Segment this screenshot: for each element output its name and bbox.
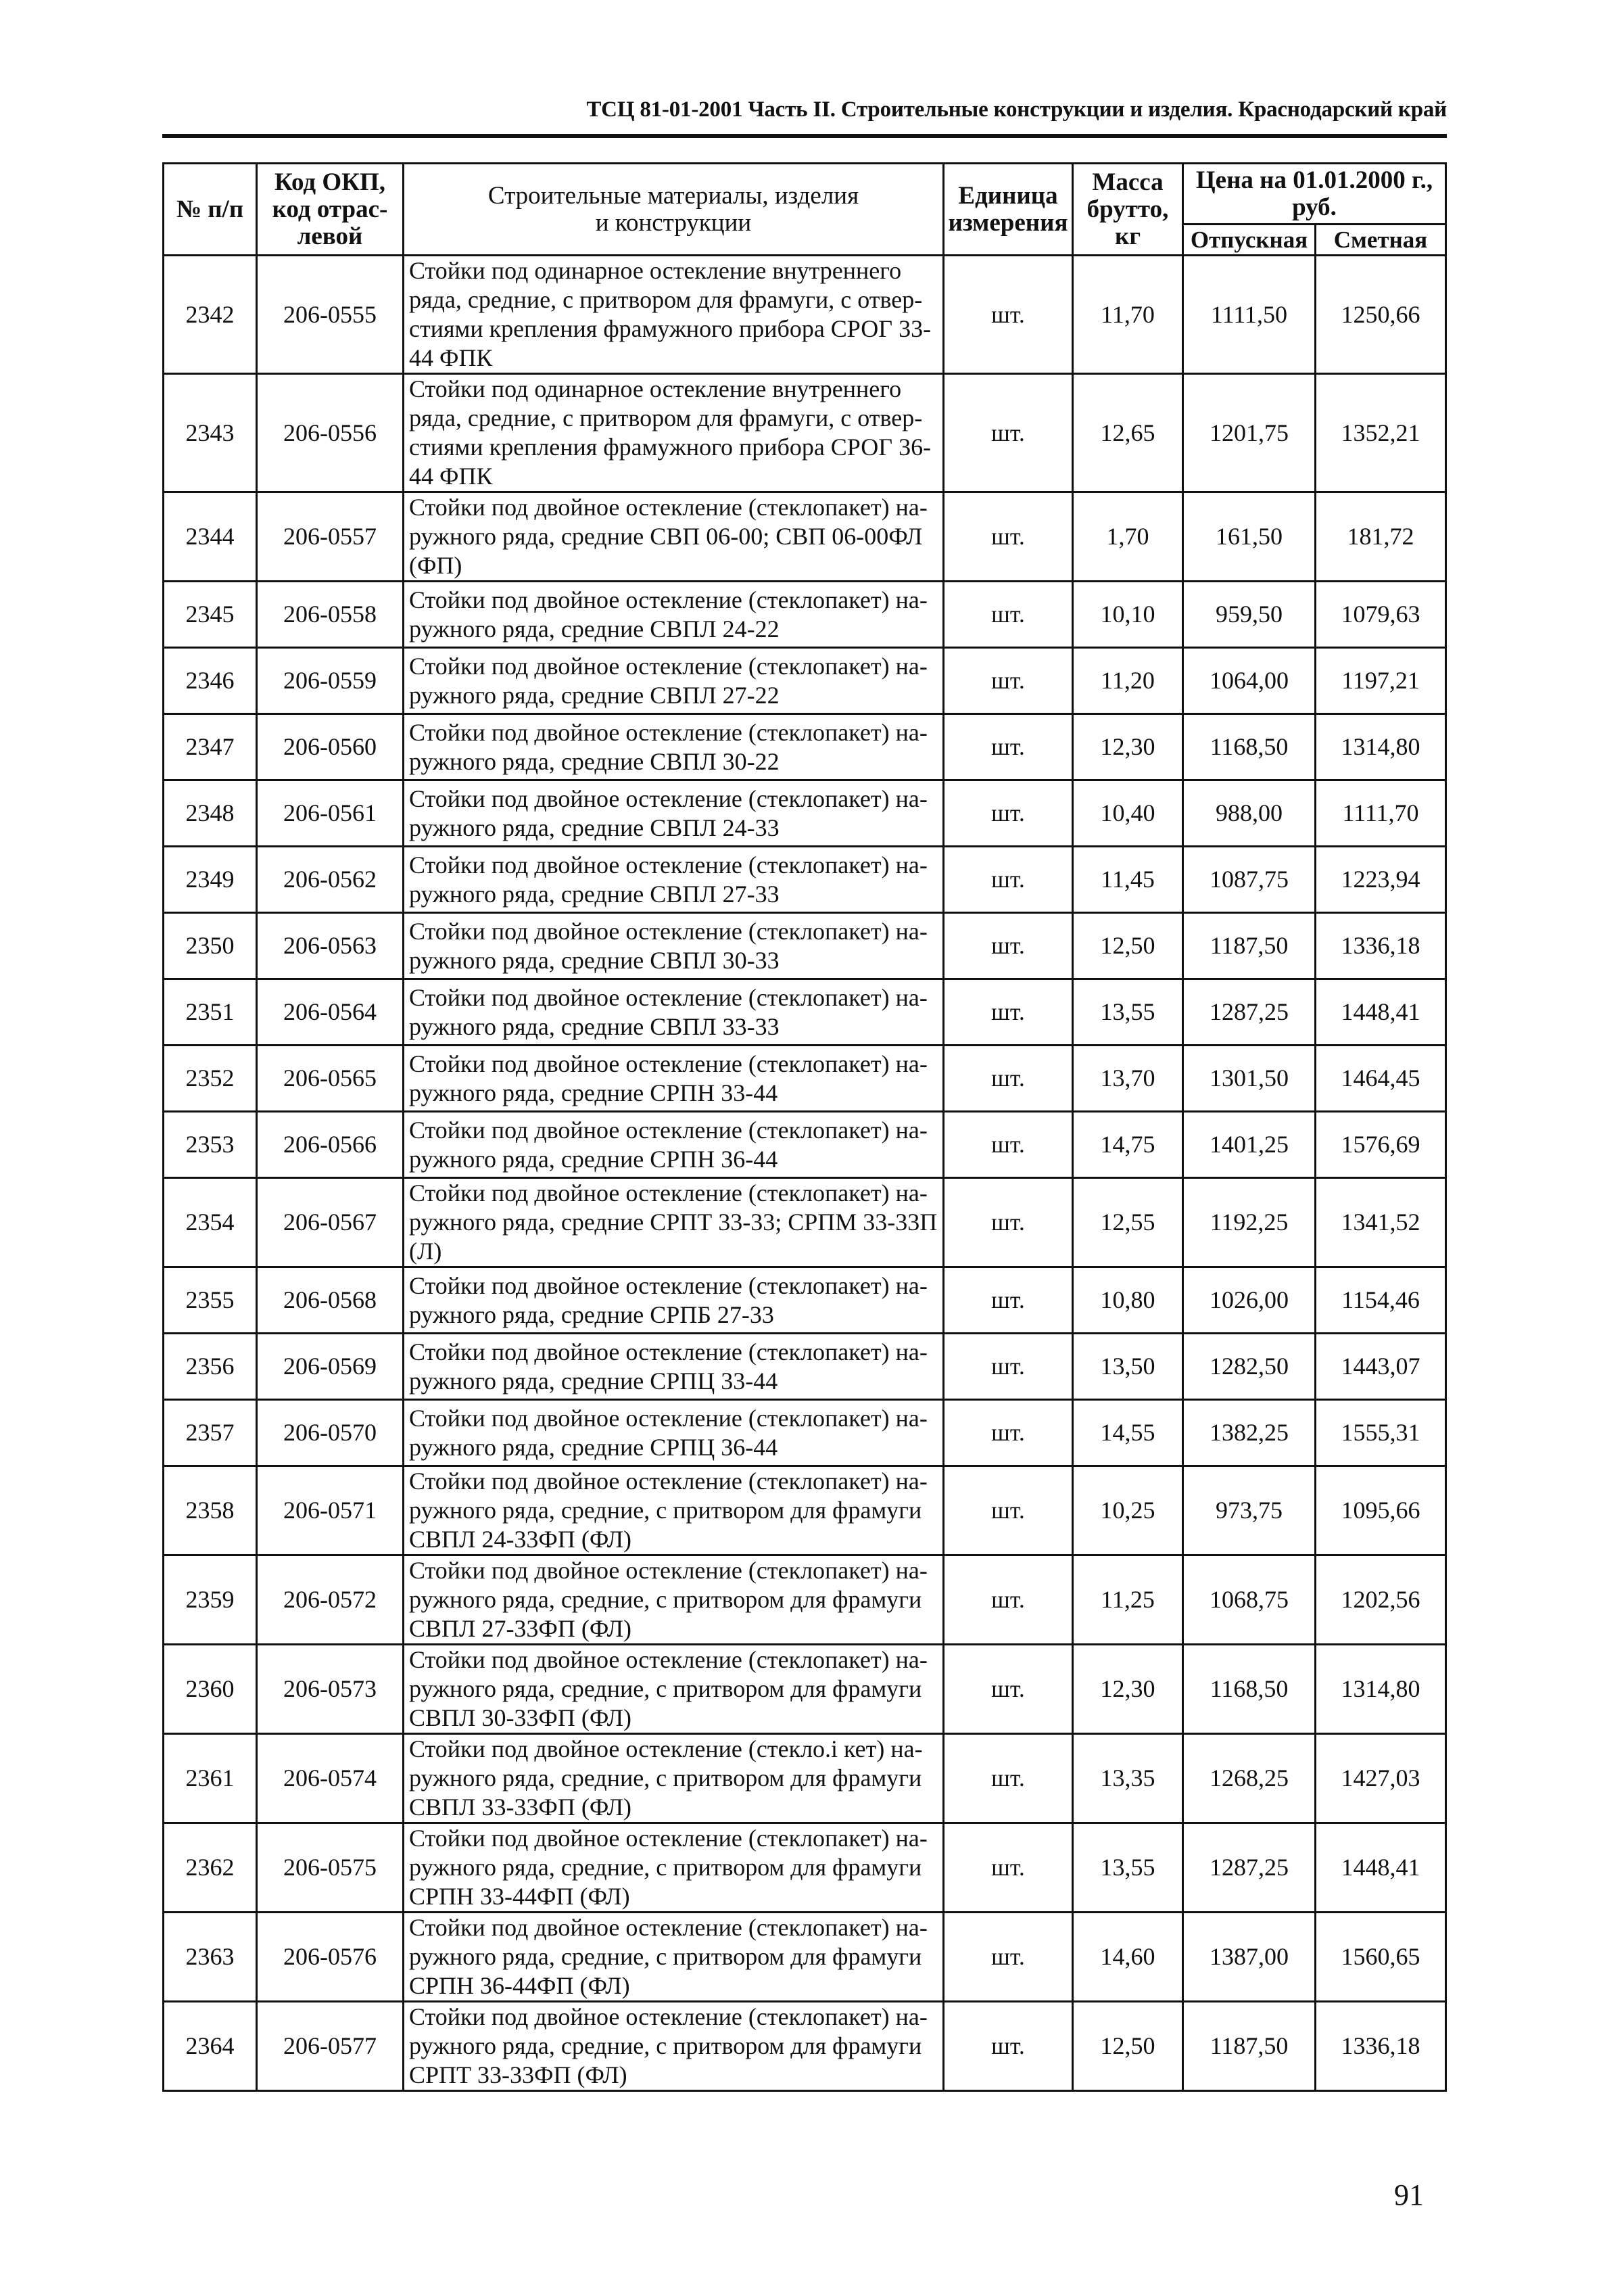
row-description: Стойки под двойное остекление (стеклопакет) на- ружного ряда, средние СРПТ 33-33; СРПМ 33-33П (Л): [404, 1178, 944, 1267]
row-unit: шт.: [944, 979, 1073, 1046]
running-header: [162, 95, 1447, 138]
table-row: [164, 582, 1446, 648]
row-code: 206-0565: [257, 1046, 404, 1112]
row-release-price: 1282,50: [1183, 1334, 1316, 1400]
row-release-price: 1301,50: [1183, 1046, 1316, 1112]
table-row: [164, 913, 1446, 979]
row-release-price: 1387,00: [1183, 1913, 1316, 2002]
row-mass: 12,50: [1073, 2002, 1183, 2091]
row-estimate-price: 1223,94: [1316, 847, 1446, 913]
row-mass: 12,30: [1073, 714, 1183, 780]
row-code: 206-0572: [257, 1555, 404, 1645]
row-release-price: 1187,50: [1183, 913, 1316, 979]
row-mass: 13,70: [1073, 1046, 1183, 1112]
row-code: 206-0574: [257, 1734, 404, 1823]
row-release-price: 1287,25: [1183, 979, 1316, 1046]
row-description: Стойки под одинарное остекление внутреннего ряда, средние, с притвором для фрамуги, с отвер- стиями крепления фрамужного прибора СРОГ 36- 44 ФПК: [404, 374, 944, 492]
row-mass: 13,55: [1073, 1823, 1183, 1913]
table-row: [164, 1178, 1446, 1267]
table-row: [164, 780, 1446, 847]
row-number: 2362: [164, 1823, 257, 1913]
row-description: Стойки под двойное остекление (стеклопакет) на- ружного ряда, средние СРПБ 27-33: [404, 1267, 944, 1334]
row-description: Стойки под двойное остекление (стеклопакет) на- ружного ряда, средние, с притвором для фрамуги СРПН 36-44ФП (ФЛ): [404, 1913, 944, 2002]
row-estimate-price: 1448,41: [1316, 979, 1446, 1046]
table-row: [164, 1555, 1446, 1645]
row-code: 206-0577: [257, 2002, 404, 2091]
row-code: 206-0570: [257, 1400, 404, 1466]
row-release-price: 973,75: [1183, 1466, 1316, 1555]
row-code: 206-0573: [257, 1645, 404, 1734]
row-number: 2349: [164, 847, 257, 913]
row-mass: 14,55: [1073, 1400, 1183, 1466]
row-description: Стойки под двойное остекление (стеклопакет) на- ружного ряда, средние, с притвором для фрамуги СВПЛ 24-33ФП (ФЛ): [404, 1466, 944, 1555]
table-row: [164, 648, 1446, 714]
row-estimate-price: 1560,65: [1316, 1913, 1446, 2002]
row-unit: шт.: [944, 780, 1073, 847]
row-description: Стойки под двойное остекление (стеклопакет) на- ружного ряда, средние СРПН 33-44: [404, 1046, 944, 1112]
row-description: Стойки под двойное остекление (стеклопакет) на- ружного ряда, средние СВПЛ 30-33: [404, 913, 944, 979]
row-description: Стойки под двойное остекление (стеклопакет) на- ружного ряда, средние СРПН 36-44: [404, 1112, 944, 1178]
row-estimate-price: 1427,03: [1316, 1734, 1446, 1823]
row-release-price: 1168,50: [1183, 714, 1316, 780]
row-unit: шт.: [944, 714, 1073, 780]
row-code: 206-0571: [257, 1466, 404, 1555]
row-description: Стойки под двойное остекление (стеклопакет) на- ружного ряда, средние, с притвором для фрамуги СВПЛ 27-33ФП (ФЛ): [404, 1555, 944, 1645]
header-mass: Масса брутто, кг: [1073, 164, 1183, 256]
row-release-price: 959,50: [1183, 582, 1316, 648]
row-number: 2343: [164, 374, 257, 492]
header-name: Строительные материалы, изделия и конструкции: [404, 164, 944, 256]
row-code: 206-0562: [257, 847, 404, 913]
row-code: 206-0568: [257, 1267, 404, 1334]
row-mass: 11,25: [1073, 1555, 1183, 1645]
row-mass: 13,55: [1073, 979, 1183, 1046]
table-row: [164, 374, 1446, 492]
row-release-price: 1026,00: [1183, 1267, 1316, 1334]
row-number: 2348: [164, 780, 257, 847]
row-number: 2346: [164, 648, 257, 714]
row-mass: 12,55: [1073, 1178, 1183, 1267]
row-number: 2344: [164, 492, 257, 582]
row-code: 206-0555: [257, 256, 404, 374]
header-code: Код ОКП, код отрас- левой: [257, 164, 404, 256]
table-row: [164, 492, 1446, 582]
row-code: 206-0566: [257, 1112, 404, 1178]
row-unit: шт.: [944, 1823, 1073, 1913]
row-release-price: 1382,25: [1183, 1400, 1316, 1466]
row-number: 2361: [164, 1734, 257, 1823]
row-mass: 11,70: [1073, 256, 1183, 374]
row-description: Стойки под двойное остекление (стеклопакет) на- ружного ряда, средние СВПЛ 24-33: [404, 780, 944, 847]
row-estimate-price: 1111,70: [1316, 780, 1446, 847]
row-description: Стойки под двойное остекление (стеклопакет) на- ружного ряда, средние, с притвором для фрамуги СВПЛ 30-33ФП (ФЛ): [404, 1645, 944, 1734]
row-unit: шт.: [944, 1400, 1073, 1466]
row-estimate-price: 1443,07: [1316, 1334, 1446, 1400]
row-description: Стойки под двойное остекление (стеклопакет) на- ружного ряда, средние, с притвором для фрамуги СРПТ 33-33ФП (ФЛ): [404, 2002, 944, 2091]
row-code: 206-0576: [257, 1913, 404, 2002]
row-release-price: 988,00: [1183, 780, 1316, 847]
row-number: 2350: [164, 913, 257, 979]
row-mass: 12,65: [1073, 374, 1183, 492]
row-description: Стойки под двойное остекление (стеклопакет) на- ружного ряда, средние СВПЛ 24-22: [404, 582, 944, 648]
row-number: 2364: [164, 2002, 257, 2091]
row-description: Стойки под двойное остекление (стеклопакет) на- ружного ряда, средние СВПЛ 27-33: [404, 847, 944, 913]
page-number: 91: [1394, 2178, 1424, 2211]
row-unit: шт.: [944, 1112, 1073, 1178]
row-number: 2356: [164, 1334, 257, 1400]
row-mass: 11,45: [1073, 847, 1183, 913]
row-estimate-price: 181,72: [1316, 492, 1446, 582]
row-number: 2359: [164, 1555, 257, 1645]
row-estimate-price: 1555,31: [1316, 1400, 1446, 1466]
row-estimate-price: 1197,21: [1316, 648, 1446, 714]
row-release-price: 161,50: [1183, 492, 1316, 582]
table-row: [164, 1267, 1446, 1334]
row-unit: шт.: [944, 847, 1073, 913]
row-release-price: 1287,25: [1183, 1823, 1316, 1913]
row-description: Стойки под двойное остекление (стеклопакет) на- ружного ряда, средние, с притвором для фрамуги СРПН 33-44ФП (ФЛ): [404, 1823, 944, 1913]
row-unit: шт.: [944, 1178, 1073, 1267]
row-release-price: 1111,50: [1183, 256, 1316, 374]
row-estimate-price: 1314,80: [1316, 714, 1446, 780]
row-mass: 11,20: [1073, 648, 1183, 714]
row-unit: шт.: [944, 1046, 1073, 1112]
row-description: Стойки под двойное остекление (стеклопакет) на- ружного ряда, средние СВПЛ 27-22: [404, 648, 944, 714]
table-row: [164, 256, 1446, 374]
row-estimate-price: 1352,21: [1316, 374, 1446, 492]
row-unit: шт.: [944, 582, 1073, 648]
row-code: 206-0575: [257, 1823, 404, 1913]
row-release-price: 1068,75: [1183, 1555, 1316, 1645]
row-unit: шт.: [944, 1645, 1073, 1734]
row-number: 2347: [164, 714, 257, 780]
row-number: 2345: [164, 582, 257, 648]
row-mass: 14,60: [1073, 1913, 1183, 2002]
table-row: [164, 1913, 1446, 2002]
row-release-price: 1087,75: [1183, 847, 1316, 913]
row-code: 206-0569: [257, 1334, 404, 1400]
row-release-price: 1201,75: [1183, 374, 1316, 492]
row-mass: 10,80: [1073, 1267, 1183, 1334]
row-code: 206-0561: [257, 780, 404, 847]
row-estimate-price: 1464,45: [1316, 1046, 1446, 1112]
row-estimate-price: 1079,63: [1316, 582, 1446, 648]
row-mass: 1,70: [1073, 492, 1183, 582]
table-row: [164, 979, 1446, 1046]
row-unit: шт.: [944, 1267, 1073, 1334]
row-number: 2342: [164, 256, 257, 374]
row-unit: шт.: [944, 1913, 1073, 2002]
row-unit: шт.: [944, 1466, 1073, 1555]
row-release-price: 1192,25: [1183, 1178, 1316, 1267]
table-row: [164, 714, 1446, 780]
row-mass: 12,50: [1073, 913, 1183, 979]
row-description: Стойки под двойное остекление (стеклопакет) на- ружного ряда, средние СВПЛ 33-33: [404, 979, 944, 1046]
row-unit: шт.: [944, 256, 1073, 374]
row-number: 2351: [164, 979, 257, 1046]
row-estimate-price: 1095,66: [1316, 1466, 1446, 1555]
row-mass: 14,75: [1073, 1112, 1183, 1178]
row-unit: шт.: [944, 2002, 1073, 2091]
row-estimate-price: 1314,80: [1316, 1645, 1446, 1734]
table-row: [164, 847, 1446, 913]
row-code: 206-0559: [257, 648, 404, 714]
row-number: 2355: [164, 1267, 257, 1334]
row-estimate-price: 1576,69: [1316, 1112, 1446, 1178]
row-code: 206-0560: [257, 714, 404, 780]
row-description: Стойки под двойное остекление (стеклопакет) на- ружного ряда, средние СРПЦ 33-44: [404, 1334, 944, 1400]
row-code: 206-0558: [257, 582, 404, 648]
row-mass: 10,10: [1073, 582, 1183, 648]
row-estimate-price: 1250,66: [1316, 256, 1446, 374]
header-price: Цена на 01.01.2000 г., руб.: [1183, 164, 1446, 225]
row-estimate-price: 1448,41: [1316, 1823, 1446, 1913]
header-release-price: Отпускная: [1183, 225, 1316, 256]
row-code: 206-0557: [257, 492, 404, 582]
row-code: 206-0567: [257, 1178, 404, 1267]
row-code: 206-0556: [257, 374, 404, 492]
row-code: 206-0563: [257, 913, 404, 979]
row-unit: шт.: [944, 1734, 1073, 1823]
row-number: 2352: [164, 1046, 257, 1112]
row-number: 2357: [164, 1400, 257, 1466]
row-number: 2363: [164, 1913, 257, 2002]
table-row: [164, 2002, 1446, 2091]
table-row: [164, 1112, 1446, 1178]
row-release-price: 1064,00: [1183, 648, 1316, 714]
row-mass: 13,35: [1073, 1734, 1183, 1823]
row-unit: шт.: [944, 1334, 1073, 1400]
row-unit: шт.: [944, 648, 1073, 714]
table-row: [164, 1334, 1446, 1400]
row-description: Стойки под одинарное остекление внутреннего ряда, средние, с притвором для фрамуги, с отвер- стиями крепления фрамужного прибора СРОГ 33- 44 ФПК: [404, 256, 944, 374]
header-estimate-price: Сметная: [1316, 225, 1446, 256]
row-estimate-price: 1336,18: [1316, 2002, 1446, 2091]
row-mass: 13,50: [1073, 1334, 1183, 1400]
header-num: № п/п: [164, 164, 257, 256]
table-row: [164, 1823, 1446, 1913]
row-estimate-price: 1341,52: [1316, 1178, 1446, 1267]
row-release-price: 1187,50: [1183, 2002, 1316, 2091]
row-unit: шт.: [944, 1555, 1073, 1645]
row-description: Стойки под двойное остекление (стекло.і кет) на- ружного ряда, средние, с притвором для фрамуги СВПЛ 33-33ФП (ФЛ): [404, 1734, 944, 1823]
row-code: 206-0564: [257, 979, 404, 1046]
row-number: 2358: [164, 1466, 257, 1555]
header-unit: Единица измерения: [944, 164, 1073, 256]
table-row: [164, 1400, 1446, 1466]
row-mass: 10,40: [1073, 780, 1183, 847]
row-mass: 12,30: [1073, 1645, 1183, 1734]
table-row: [164, 1046, 1446, 1112]
row-unit: шт.: [944, 374, 1073, 492]
row-release-price: 1268,25: [1183, 1734, 1316, 1823]
table-row: [164, 1734, 1446, 1823]
row-description: Стойки под двойное остекление (стеклопакет) на- ружного ряда, средние СВПЛ 30-22: [404, 714, 944, 780]
table-row: [164, 1645, 1446, 1734]
row-description: Стойки под двойное остекление (стеклопакет) на- ружного ряда, средние СВП 06-00; СВП 06-00ФЛ (ФП): [404, 492, 944, 582]
row-description: Стойки под двойное остекление (стеклопакет) на- ружного ряда, средние СРПЦ 36-44: [404, 1400, 944, 1466]
table-row: [164, 1466, 1446, 1555]
header-title: ТСЦ 81-01-2001 Часть II. Строительные конструкции и изделия. Краснодарский край: [586, 97, 1447, 122]
row-mass: 10,25: [1073, 1466, 1183, 1555]
materials-price-table: [162, 162, 1447, 2092]
row-release-price: 1401,25: [1183, 1112, 1316, 1178]
row-estimate-price: 1154,46: [1316, 1267, 1446, 1334]
row-estimate-price: 1336,18: [1316, 913, 1446, 979]
row-unit: шт.: [944, 492, 1073, 582]
row-number: 2354: [164, 1178, 257, 1267]
row-estimate-price: 1202,56: [1316, 1555, 1446, 1645]
row-number: 2360: [164, 1645, 257, 1734]
row-unit: шт.: [944, 913, 1073, 979]
row-release-price: 1168,50: [1183, 1645, 1316, 1734]
row-number: 2353: [164, 1112, 257, 1178]
